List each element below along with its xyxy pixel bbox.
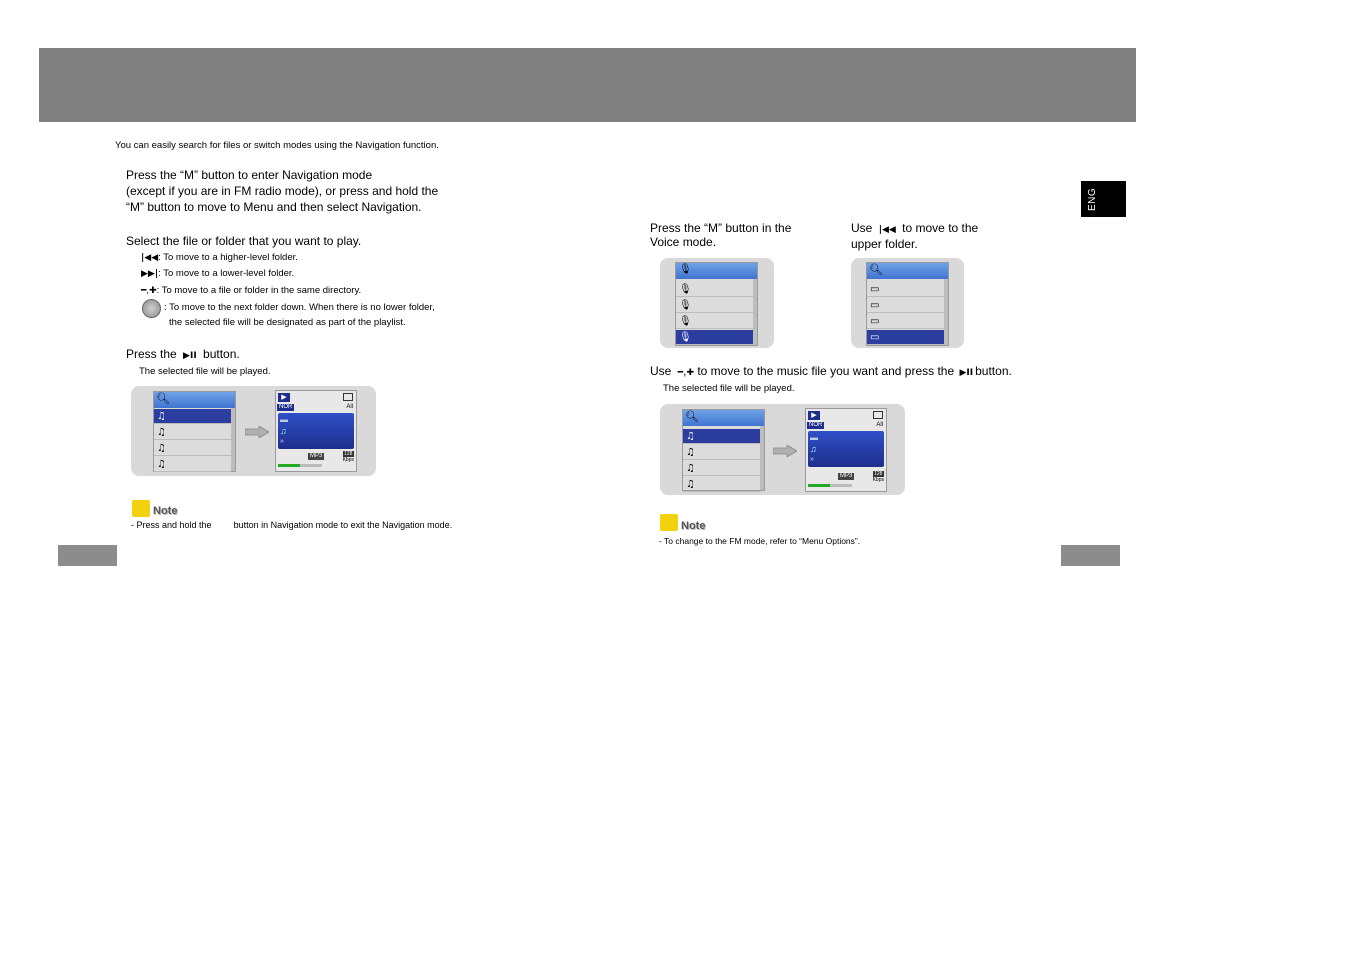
eq-badge: NOR <box>809 422 823 428</box>
right-note-text: - To change to the FM mode, refer to “Menu Options”. <box>659 536 861 546</box>
page-number-box-left <box>58 545 117 566</box>
eq-badge: NOR <box>279 404 293 410</box>
nav-screen <box>682 409 765 491</box>
list-item <box>867 282 944 297</box>
microphone-icon: 🎙︎ <box>679 264 692 275</box>
language-tab: ENG <box>1081 181 1126 217</box>
list-item <box>683 445 760 460</box>
step1-text: Press the “M” button to enter Navigation mode (except if you are in FM radio mode), or press and hold the “M” button to move to Menu and then select Navigation. <box>126 168 439 214</box>
microphone-icon: 🎙︎ <box>679 316 692 327</box>
progress-bar <box>278 464 322 467</box>
folder-screen-header <box>867 263 948 279</box>
music-note-icon: ♫ <box>686 431 695 442</box>
magnifier-icon: 🔍︎ <box>156 393 170 405</box>
folder-icon: ▭ <box>870 316 880 327</box>
scrollbar <box>753 279 757 345</box>
play-pause-icon: ▶II <box>959 368 974 378</box>
right-arrow-icon <box>773 445 797 457</box>
progress-bar <box>808 484 852 487</box>
music-note-icon: ♫ <box>157 411 166 422</box>
list-item <box>676 282 753 297</box>
list-item <box>154 409 231 424</box>
list-item <box>867 330 944 345</box>
scrollbar <box>760 426 764 490</box>
list-item <box>867 298 944 313</box>
scrollbar <box>944 279 948 345</box>
list-item <box>154 441 231 456</box>
repeat-label: All <box>346 404 353 410</box>
nav-button-icon <box>142 299 161 318</box>
stepC-subtext: The selected file will be played. <box>663 383 795 394</box>
nav-screen <box>153 391 236 472</box>
folder-icon: ▭ <box>870 284 880 295</box>
microphone-icon: 🎙︎ <box>679 300 692 311</box>
list-item <box>154 425 231 440</box>
stepC-text: Use ━,✚ to move to the music file you want and press the ▶II button. <box>650 364 1012 378</box>
bitrate: 128 Kbps <box>342 451 354 463</box>
voice-screen <box>675 262 758 346</box>
mode-badge: MP3 <box>310 453 323 459</box>
microphone-icon: 🎙︎ <box>679 284 692 295</box>
plus-icon: ✚ <box>149 286 157 296</box>
list-item <box>867 314 944 329</box>
skip-back-icon: |◀◀ <box>878 225 896 235</box>
bullet-prev: |◀◀: To move to a higher-level folder. <box>141 252 298 263</box>
music-note-icon: ♫ <box>686 463 695 474</box>
header-band <box>39 48 1136 122</box>
list-item <box>676 314 753 329</box>
note-label: Note <box>153 505 178 517</box>
step3-subtext: The selected file will be played. <box>139 366 271 377</box>
list-item <box>683 461 760 476</box>
nav-screen-header <box>683 410 764 426</box>
music-note-icon: ♫ <box>686 447 695 458</box>
voice-screen-header <box>676 263 757 279</box>
microphone-icon: 🎙︎ <box>679 332 692 343</box>
player-info-area <box>808 431 884 467</box>
bullet-minus-plus: ━,✚: To move to a file or folder in the same directory. <box>141 285 362 296</box>
music-note-icon: ♫ <box>157 443 166 454</box>
right-arrow-icon <box>245 426 269 438</box>
mode-badge: MP3 <box>840 473 853 479</box>
battery-icon <box>873 411 883 419</box>
minus-icon: ━ <box>677 368 684 378</box>
repeat-label: All <box>876 422 883 428</box>
music-note-icon: ♫ <box>810 444 817 454</box>
magnifier-icon: 🔍︎ <box>869 264 883 276</box>
player-screen <box>805 408 887 492</box>
music-note-icon: ♫ <box>157 427 166 438</box>
page-number-box-right <box>1061 545 1120 566</box>
note-label: Note <box>681 520 706 532</box>
plus-icon: ✚ <box>686 368 694 378</box>
list-item <box>154 457 231 472</box>
left-illustration-panel <box>131 386 376 476</box>
player-screen <box>275 390 357 472</box>
music-note-icon: ♫ <box>157 459 166 470</box>
stepB-text: Use |◀◀ to move to the upper folder. <box>851 221 979 251</box>
scrollbar <box>231 408 235 471</box>
voice-panel <box>660 258 774 348</box>
folder-icon: ▬ <box>810 433 818 442</box>
note-icon <box>132 500 150 517</box>
step2-text: Select the file or folder that you want to play. <box>126 234 362 248</box>
skip-forward-icon: ▶▶| <box>141 269 159 279</box>
list-item <box>683 429 760 444</box>
skip-back-icon: |◀◀ <box>141 253 159 263</box>
folder-icon: ▬ <box>280 415 288 424</box>
left-note-text: - Press and hold the button in Navigation mode to exit the Navigation mode. <box>131 520 453 530</box>
play-icon: ▶ <box>808 411 820 420</box>
intro-text: You can easily search for files or switch modes using the Navigation function. <box>115 140 439 151</box>
folder-icon: ▭ <box>870 300 880 311</box>
minus-icon: ━ <box>141 286 147 296</box>
music-note-icon: ♫ <box>280 426 287 436</box>
play-icon: ▶ <box>278 393 290 402</box>
magnifier-icon: 🔍︎ <box>685 411 699 423</box>
stepA-text: Press the “M” button in the Voice mode. <box>650 221 792 249</box>
play-pause-icon: ▶II <box>183 351 197 361</box>
music-note-icon: ♫ <box>686 479 695 490</box>
step3-text: Press the ▶II button. <box>126 347 240 361</box>
shuffle-icon: » <box>280 438 284 445</box>
nav-screen-header <box>154 392 235 408</box>
right-illustration-panel <box>660 404 905 495</box>
battery-icon <box>343 393 353 401</box>
list-item <box>676 298 753 313</box>
player-info-area <box>278 413 354 449</box>
bitrate: 128 Kbps <box>872 471 884 483</box>
folder-screen <box>866 262 949 346</box>
list-item <box>676 330 753 345</box>
bullet-nav: : To move to the next folder down. When there is no lower folder, the selected file will be designated as part of the playlist. <box>164 302 435 328</box>
list-item <box>683 477 760 492</box>
folder-panel <box>851 258 964 348</box>
shuffle-icon: » <box>810 456 814 463</box>
bullet-next: ▶▶|: To move to a lower-level folder. <box>141 268 295 279</box>
note-icon <box>660 514 678 531</box>
folder-icon: ▭ <box>870 332 880 343</box>
